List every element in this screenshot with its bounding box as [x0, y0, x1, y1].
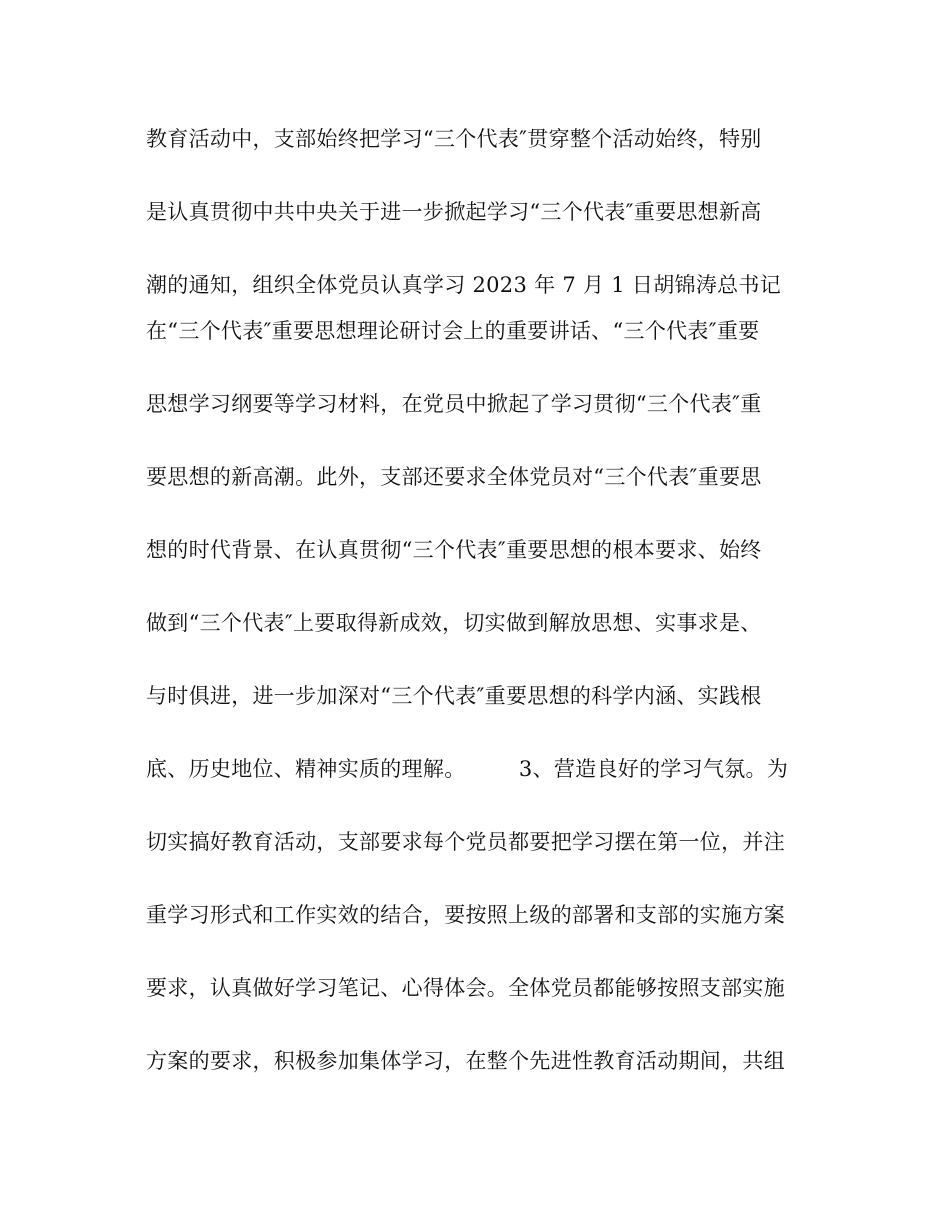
- text-line: 方案的要求，积极参加集体学习，在整个先进性教育活动期间，共组: [146, 1049, 785, 1073]
- text-line: 教育活动中，支部始终把学习“三个代表″贯穿整个活动始终，特别: [146, 127, 762, 151]
- text-line: 想的时代背景、在认真贯彻“三个代表″重要思想的根本要求、始终: [146, 538, 762, 562]
- text-line: 思想学习纲要等学习材料，在党员中掀起了学习贯彻“三个代表″重: [146, 392, 762, 416]
- text-line: 与时俱进，进一步加深对“三个代表″重要思想的科学内涵、实践根: [146, 684, 762, 708]
- text-line: 在“三个代表″重要思想理论研讨会上的重要讲话、“三个代表″重要: [146, 319, 760, 343]
- text-line: 是认真贯彻中共中央关于进一步掀起学习“三个代表″重要思想新高: [146, 200, 762, 224]
- text-line: 要思想的新高潮。此外，支部还要求全体党员对“三个代表″重要思: [146, 465, 762, 489]
- text-line: 切实搞好教育活动，支部要求每个党员都要把学习摆在第一位，并注: [146, 830, 785, 854]
- text-line: 底、历史地位、精神实质的理解。 3、营造良好的学习气氛。为: [146, 757, 789, 781]
- body-text: [146, 124, 806, 1119]
- text-line: 做到“三个代表″上要取得新成效，切实做到解放思想、实事求是、: [146, 611, 762, 635]
- text-line: 潮的通知，组织全体党员认真学习 2023 年 7 月 1 日胡锦涛总书记: [146, 273, 782, 297]
- text-line: 要求，认真做好学习笔记、心得体会。全体党员都能够按照支部实施: [146, 976, 785, 1000]
- text-line: 重学习形式和工作实效的结合，要按照上级的部署和支部的实施方案: [146, 903, 785, 927]
